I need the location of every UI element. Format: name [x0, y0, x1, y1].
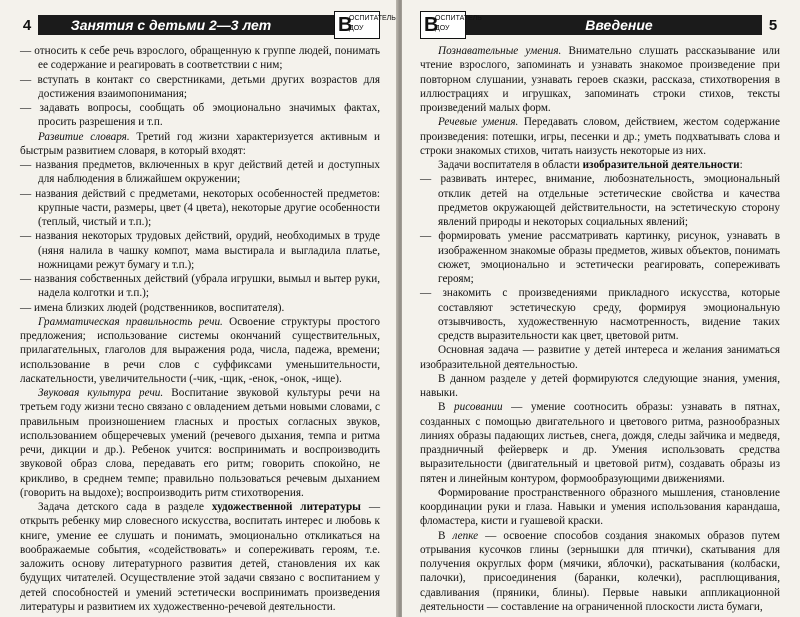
paragraph-heading: Грамматическая правильность речи.: [38, 315, 223, 328]
left-page-body: [20, 44, 380, 614]
paragraph: [420, 158, 780, 172]
paragraph: [420, 343, 780, 372]
paragraph-text: — имена близких людей (родственников, воспитателя).: [20, 301, 285, 314]
paragraph: [420, 44, 780, 115]
page-number: 4: [22, 16, 32, 34]
paragraph-heading: лепке: [452, 529, 479, 542]
paragraph-text: — знакомить с произведениями прикладного искусства, которые составляют эстетическую среду, формируя эмоциональную отзывчивость, художественную насмотренность, видение таких средств выразительности как цвет, цветовой ритм.: [420, 287, 780, 342]
paragraph-heading: Речевые умения.: [438, 116, 519, 129]
paragraph-text: — вступать в контакт со сверстниками, детьми других возрастов для достижения взаимопонимания;: [20, 73, 380, 100]
paragraph: [420, 400, 780, 486]
paragraph-text: — относить к себе речь взрослого, обращенную к группе людей, понимать ее содержание и реагировать в соответствии с ним;: [20, 45, 380, 72]
paragraph-text: — названия предметов, включенных в круг действий детей и доступных для наблюдения в ближайшем окружении;: [20, 159, 380, 186]
paragraph-text: — названия собственных действий (убрала игрушки, вымыл и вытер руки, надела колготки и т.п.);: [20, 273, 380, 300]
paragraph-text: Задача детского сада в разделе: [38, 501, 212, 513]
paragraph-text: — освоение способов создания знакомых образов путем отрывания кусочков глины (зернышки для птички), скатывания для получения округлых форм (мячики, яблочки), раскатывания (колбаски, палочки), присоединения (баранки, колечки), расплющивания, сдавливания (пряники, блины). Первые навыки аппликационной деятельности — составление на ограниченной плоскости листа бумаги,: [420, 529, 780, 613]
list-item: [20, 187, 380, 230]
paragraph: [20, 386, 380, 500]
right-page-header: [420, 12, 784, 38]
paragraph-text: — названия некоторых трудовых действий, орудий, необходимых в труде (няня налила в чашку компот, мама выстирала и выгладила платье, ножницами режут бумагу и т.п.);: [20, 230, 380, 271]
paragraph-text: Внимательно слушать рассказывание или чтение взрослого, запоминать и узнавать знакомое произведение при повторном слушании, узнавать героев сказки, рассказа, стихотворения в иллюстрациях и игрушках, запоминать строки стихов, тексты произведений малых форм.: [420, 45, 780, 114]
publisher-logo: [334, 11, 396, 39]
paragraph: [20, 130, 380, 159]
paragraph-text: Воспитание звуковой культуры речи на третьем году жизни тесно связано с овладением детьми новыми словами, с правильным произношением гласных и простых согласных звуков, использованием общеречевых умений (речевого дыхания, темпа и ритма речи, дикции и др.). Ребенок учится: воспринимать и воспроизводить звуковой образ слова, передавать его ритм; говорить спокойно, не крикливо, в среднем темпе; правильно пользоваться речевым дыханием (говорить на выдохе); воспроизводить ритм стихотворения.: [20, 387, 380, 499]
paragraph-text: Третий год жизни характеризуется активным и быстрым развитием словаря, в который входят:: [20, 130, 380, 157]
list-item: [20, 73, 380, 102]
logo-line-2: ДОУ: [435, 25, 450, 32]
paragraph-text: Основная задача — развитие у детей интереса и желания заниматься изобразительной деятельностью.: [420, 344, 780, 371]
list-item: [420, 229, 780, 286]
paragraph-text: Задачи воспитателя в области: [438, 159, 583, 171]
logo-line-1: ОСПИТАТЕЛЬ: [349, 15, 396, 22]
paragraph-text: Формирование пространственного образного мышления, становление координации руки и глаза. Навыки и умения использования карандаша, фломастера, кисти и гуашевой краски.: [420, 486, 780, 528]
logo-letter: В: [338, 14, 353, 36]
logo-line-2: ДОУ: [349, 25, 364, 32]
logo-letter: В: [424, 14, 439, 36]
paragraph-text: — открыть ребенку мир словесного искусства, воспитать интерес и любовь к книге, умение ее слушать и понимать, эмоционально откликаться на воображаемые события, «содействовать» и сопереживать героям, т.е. заложить основу литературного развития детей, становления их как будущих читателей. Осуществление этой задачи связано с воспитанием у детей способностей и умений эстетически воспринимать произведения литературы и развитием их художественно-речевой деятельности.: [20, 501, 381, 613]
right-page-body: [420, 44, 780, 614]
list-item: [20, 101, 380, 130]
paragraph-text: — развивать интерес, внимание, любознательность, эмоциональный отклик детей на отдельные эстетические свойства и качества предметов окружающей действительности, на эстетическую сторону явлений природы и некоторых социальных явлений;: [420, 173, 780, 228]
paragraph-text: — задавать вопросы, сообщать об эмоционально значимых фактах, просить разрешения и т.п.: [20, 102, 380, 129]
chapter-title: Занятия с детьми 2—3 лет: [38, 15, 334, 35]
list-item: [20, 272, 380, 301]
list-item: [20, 301, 380, 315]
page-number: 5: [768, 16, 778, 34]
list-item: [20, 229, 380, 272]
right-page: [402, 0, 800, 617]
paragraph-heading: рисовании: [454, 401, 503, 414]
logo-line-1: ОСПИТАТЕЛЬ: [435, 15, 482, 22]
list-item: [20, 158, 380, 187]
paragraph-text: В: [438, 401, 455, 414]
list-item: [20, 44, 380, 73]
paragraph-heading: Познавательные умения.: [438, 45, 562, 57]
emphasis: изобразительной деятельности: [582, 159, 740, 171]
paragraph-text: Освоение структуры простого предложения; использование системы окончаний существительных, прилагательных, глаголов для выражения рода, числа, падежа, времени; использование в речи слов с суффиксами уменьшительности, ласкательности, увеличительности (-чик, -щик, -енок, -онок, -ище).: [20, 315, 380, 385]
emphasis: художественной литературы: [211, 501, 361, 513]
paragraph-text: :: [739, 159, 743, 171]
paragraph: [420, 529, 780, 615]
list-item: [420, 286, 780, 343]
paragraph: [20, 500, 380, 614]
paragraph: [20, 315, 380, 386]
paragraph-text: — формировать умение рассматривать картинку, рисунок, узнавать в изображенном знакомые образы предметов, живых объектов, понимать сюжет, эмоционально и эстетически реагировать, сопереживать героям;: [420, 230, 780, 285]
left-page-header: [16, 12, 396, 38]
paragraph-text: — умение соотносить образы: узнавать в пятнах, созданных с помощью двигательного и цветового ритма, разнообразных линиях образы падающих листьев, снега, дождя, следы зайчика и медведя, праздничный фейерверк и др. Умения использовать средства выразительности (двигательный и цветовой ритм), создавать образы из пятен и линейным контуром, формообразующими движениями.: [420, 401, 781, 485]
paragraph: [420, 372, 780, 401]
paragraph-text: Передавать словом, действием, жестом содержание произведения: потешки, игры, песенки и др.; уметь подхватывать слова и строки знакомых стихов, читать наизусть некоторые из них.: [420, 116, 780, 157]
left-page: [0, 0, 398, 617]
paragraph-text: В данном разделе у детей формируются следующие знания, умения, навыки.: [420, 372, 780, 399]
paragraph-heading: Звуковая культура речи.: [38, 387, 164, 399]
chapter-title: Введение: [466, 15, 762, 35]
paragraph-heading: Развитие словаря.: [38, 130, 130, 143]
paragraph: [420, 486, 780, 529]
paragraph-text: В: [438, 529, 453, 542]
paragraph: [420, 115, 780, 158]
paragraph-text: — названия действий с предметами, некоторых особенностей предметов: крупные части, размеры, цвет (4 цвета), некоторые другие особенности (теплый, чистый и т.п.);: [20, 187, 380, 228]
publisher-logo: [420, 11, 482, 39]
list-item: [420, 172, 780, 229]
